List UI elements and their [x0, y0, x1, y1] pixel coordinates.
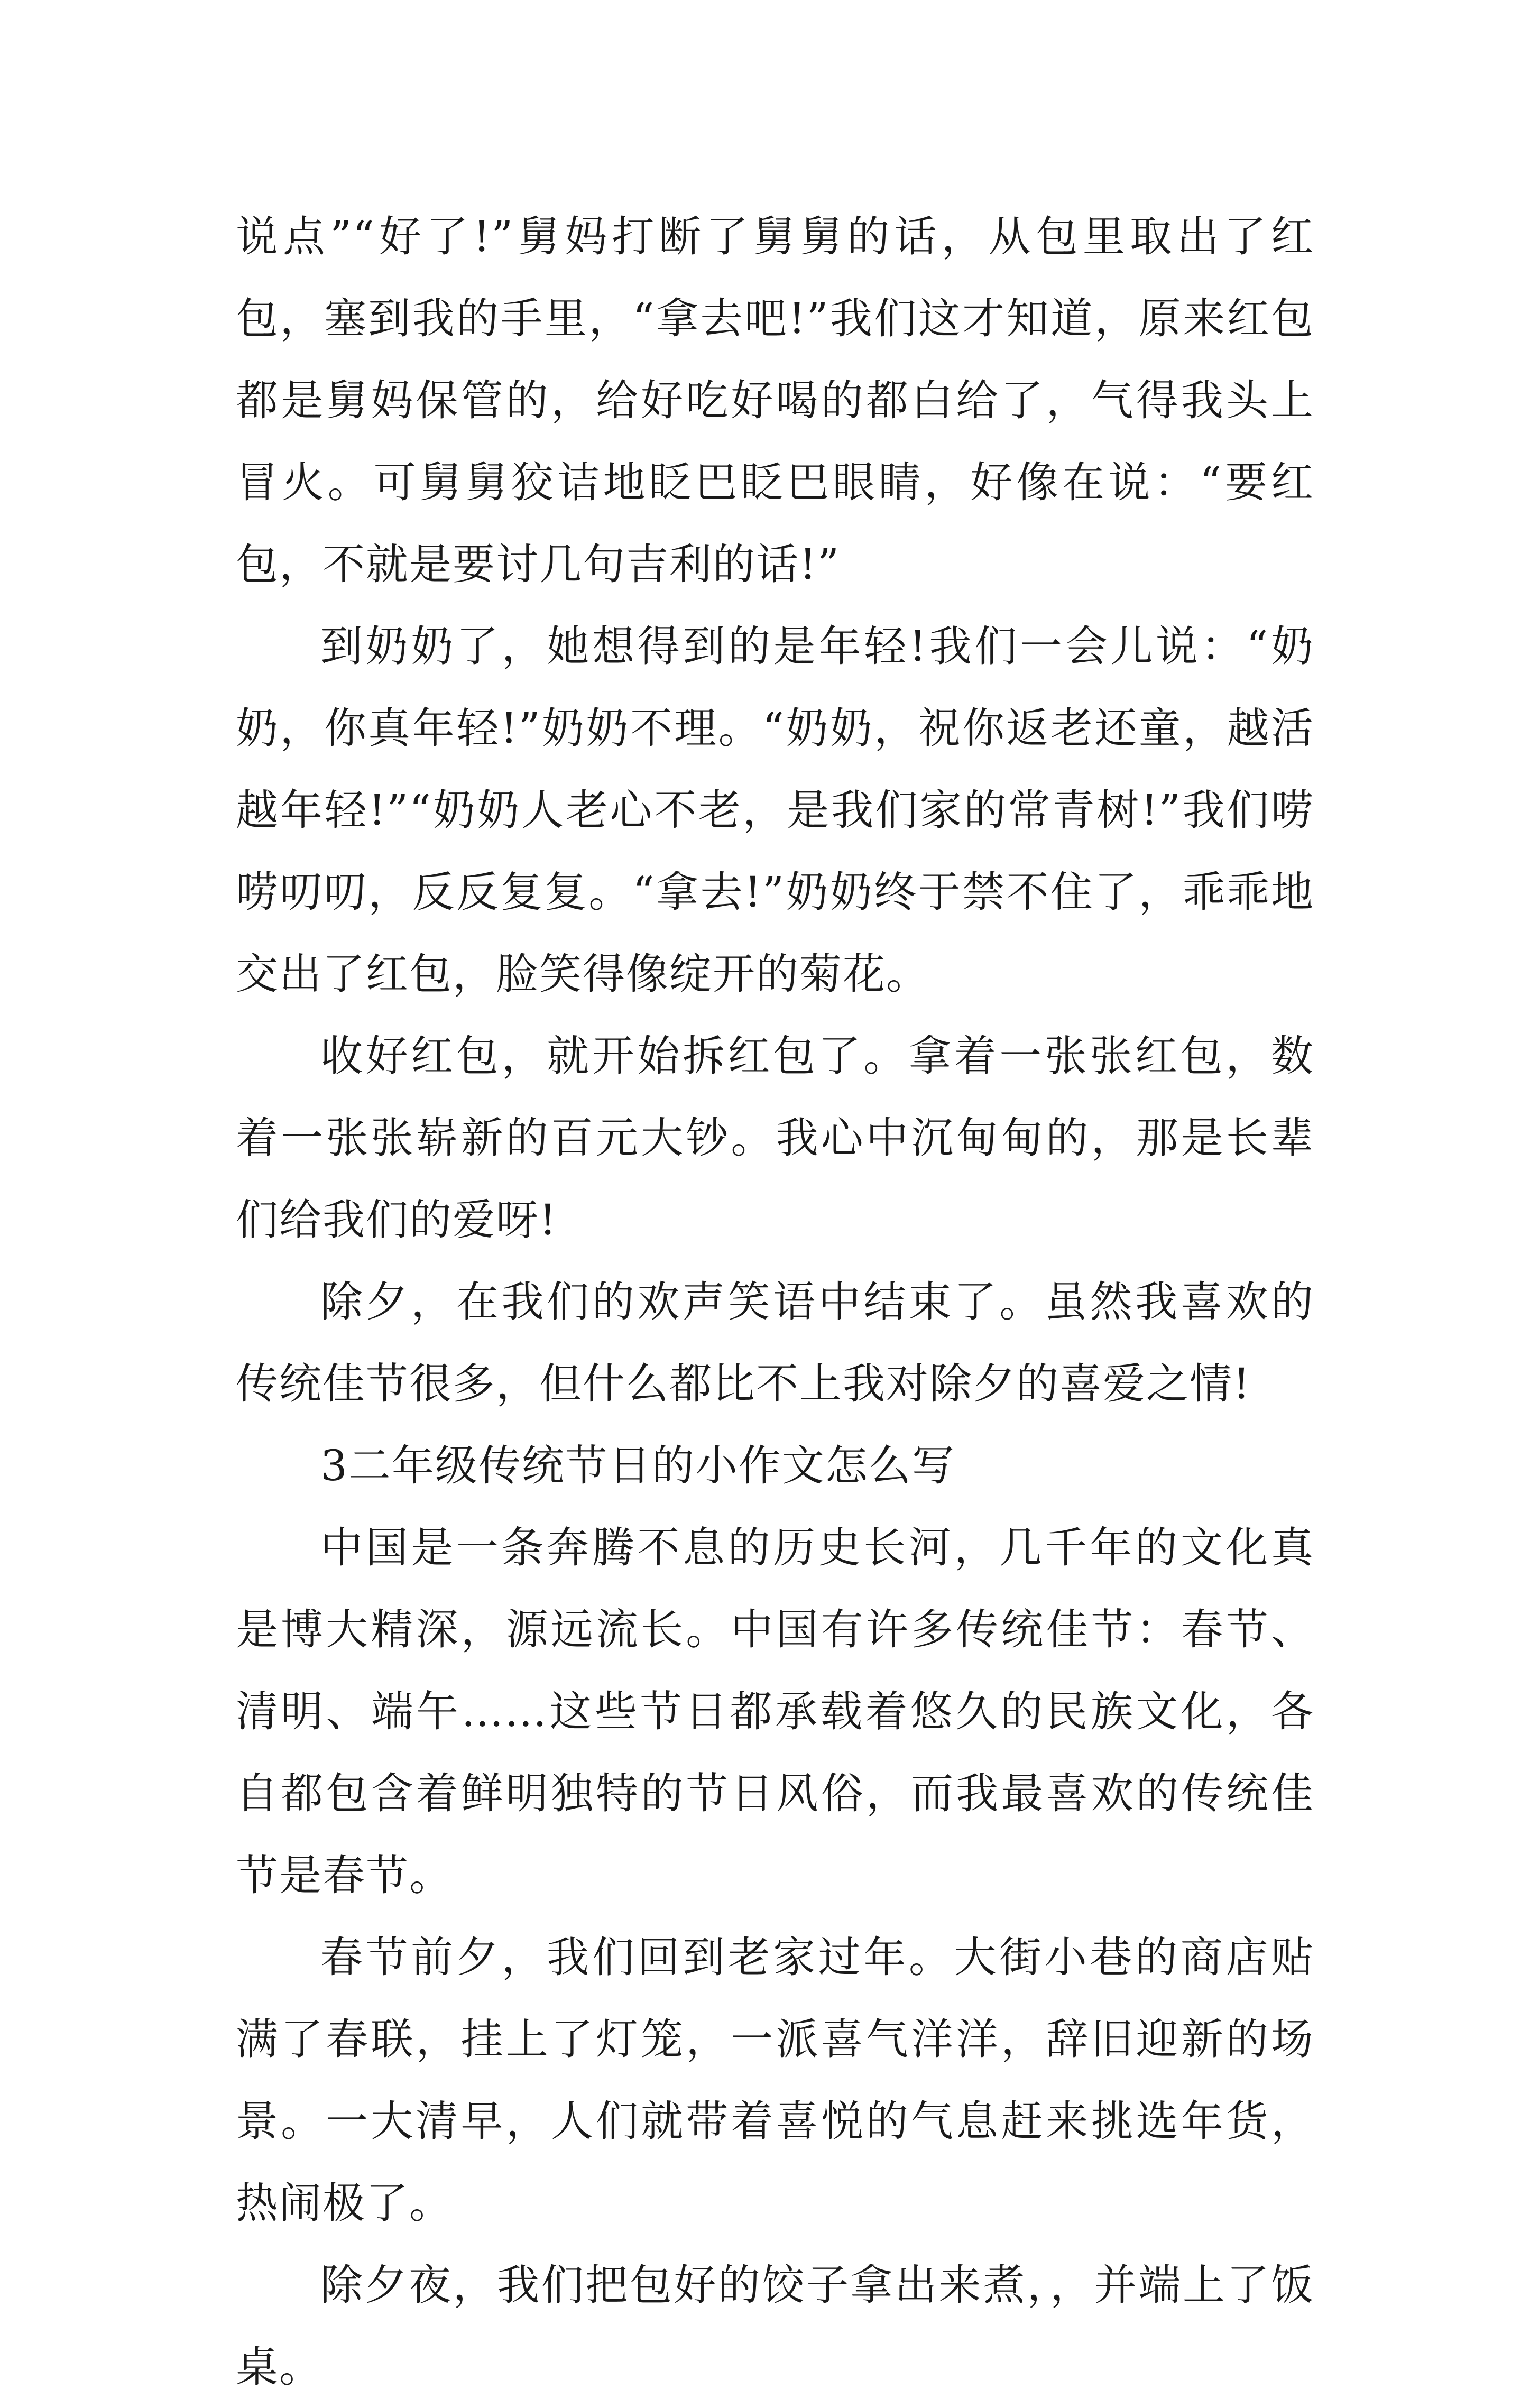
section-heading: 3二年级传统节日的小作文怎么写	[320, 1441, 955, 1490]
paragraph-5: 中国是一条奔腾不息的历史长河，几千年的文化真是博大精深，源远流长。中国有许多传统佳节：春节、清明、端午……这些节日都承载着悠久的民族文化，各自都包含着鲜明独特的节日风俗，而我最喜欢的传统佳节是春节。	[236, 1523, 1314, 1900]
paragraph-4: 除夕，在我们的欢声笑语中结束了。虽然我喜欢的传统佳节很多，但什么都比不上我对除夕的喜爱之情!	[236, 1277, 1314, 1408]
document-body	[236, 196, 1314, 2408]
paragraph-1: 说点”“好了!”舅妈打断了舅舅的话，从包里取出了红包，塞到我的手里，“拿去吧!”我们这才知道，原来红包都是舅妈保管的，给好吃好喝的都白给了，气得我头上冒火。可舅舅狡诘地眨巴眨巴眼睛，好像在说：“要红包，不就是要讨几句吉利的话!”	[236, 212, 1314, 589]
paragraph-3: 收好红包，就开始拆红包了。拿着一张张红包，数着一张张崭新的百元大钞。我心中沉甸甸的，那是长辈们给我们的爱呀!	[236, 1031, 1314, 1244]
paragraph-6: 春节前夕，我们回到老家过年。大街小巷的商店贴满了春联，挂上了灯笼，一派喜气洋洋，辞旧迎新的场景。一大清早，人们就带着喜悦的气息赶来挑选年货，热闹极了。	[236, 1933, 1314, 2228]
paragraph-7: 除夕夜，我们把包好的饺子拿出来煮，，并端上了饭桌。	[236, 2261, 1314, 2392]
paragraph-2: 到奶奶了，她想得到的是年轻!我们一会儿说：“奶奶，你真年轻!”奶奶不理。“奶奶，祝你返老还童，越活越年轻!”“奶奶人老心不老，是我们家的常青树!”我们唠唠叨叨，反反复复。“拿去!”奶奶终于禁不住了，乖乖地交出了红包，脸笑得像绽开的菊花。	[236, 622, 1314, 999]
